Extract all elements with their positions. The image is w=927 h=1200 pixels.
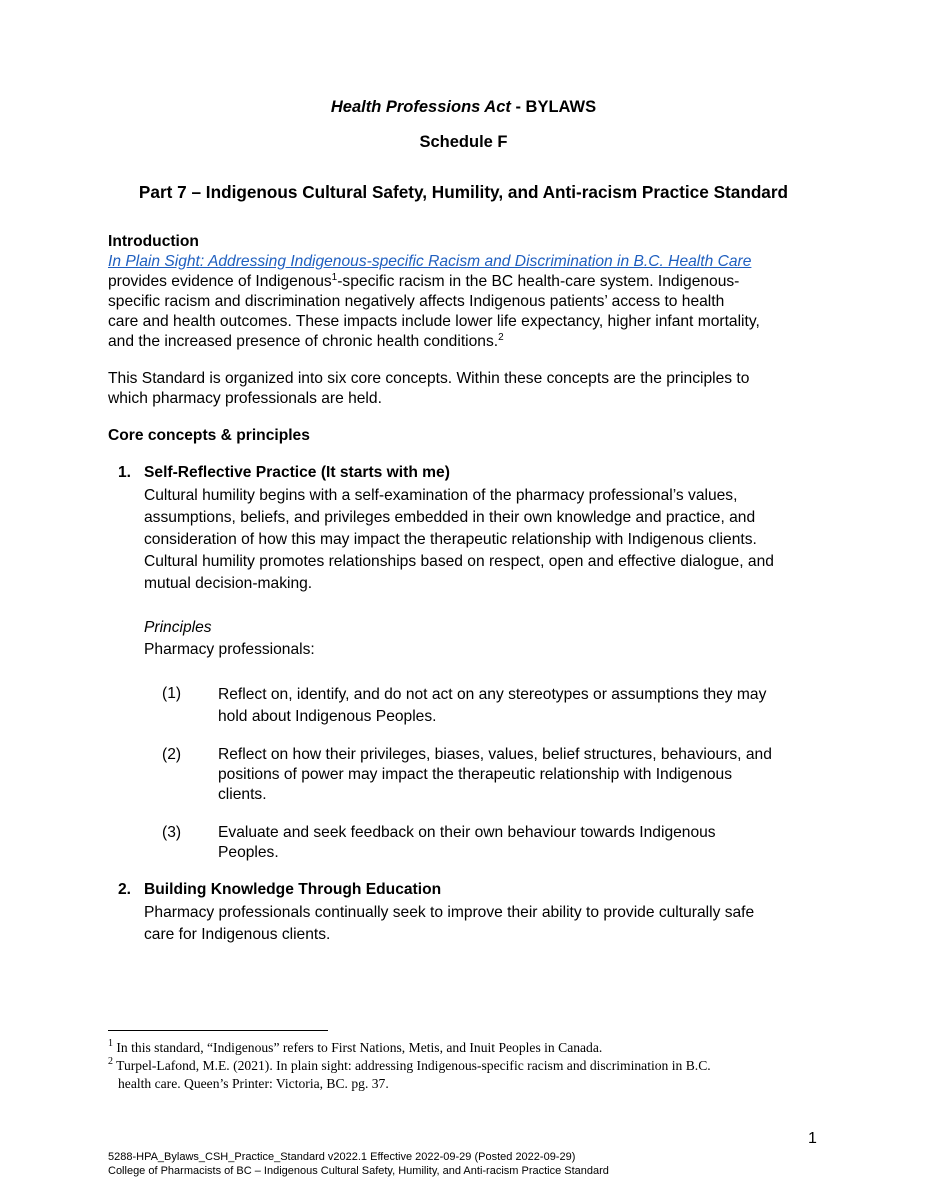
schedule-title: Schedule F (419, 133, 508, 151)
principle-text (218, 684, 828, 728)
item-number: 1. (118, 464, 132, 481)
item-number: 2. (118, 881, 132, 898)
footnote-number: 2 (108, 1056, 113, 1067)
principle-line: Reflect on how their privileges, biases, values, belief structures, behaviours, and (218, 746, 772, 763)
principle-number: (3) (162, 824, 182, 841)
intro-paragraph (108, 252, 828, 352)
intro-line: care and health outcomes. These impacts include lower life expectancy, higher infant mortality, (108, 313, 760, 330)
principle-line: positions of power may impact the therapeutic relationship with Indigenous (218, 766, 733, 783)
footnote-number: 1 (108, 1038, 113, 1049)
in-plain-sight-link[interactable]: In Plain Sight: Addressing Indigenous-specific Racism and Discrimination in B.C. Health Care (108, 253, 752, 270)
intro-line: provides evidence of Indigenous (108, 273, 332, 290)
part-title: Part 7 – Indigenous Cultural Safety, Humility, and Anti-racism Practice Standard (138, 182, 789, 202)
intro-line: specific racism and discrimination negatively affects Indigenous patients’ access to health (108, 293, 725, 310)
principle-line: Reflect on, identify, and do not act on any stereotypes or assumptions they may (218, 686, 767, 703)
paragraph-line: This Standard is organized into six core concepts. Within these concepts are the principles to (108, 370, 750, 387)
intro-paragraph-2 (108, 369, 828, 409)
principle-line: Evaluate and seek feedback on their own behaviour towards Indigenous (218, 824, 716, 841)
principle-line: hold about Indigenous Peoples. (218, 708, 437, 725)
description-line: Cultural humility begins with a self-examination of the pharmacy professional’s values, (144, 487, 738, 504)
description-line: Pharmacy professionals continually seek to improve their ability to provide culturally safe (144, 904, 755, 921)
description-line: mutual decision-making. (144, 575, 313, 592)
principle-number: (1) (162, 685, 182, 702)
item-title: Self-Reflective Practice (It starts with me) (144, 464, 450, 481)
footnote-text: health care. Queen’s Printer: Victoria, BC. pg. 37. (118, 1076, 389, 1091)
footnote-ref-2[interactable]: 2 (498, 332, 504, 343)
description-line: consideration of how this may impact the therapeutic relationship with Indigenous clients. (144, 531, 757, 548)
description-line: Cultural humility promotes relationships based on respect, open and effective dialogue, and (144, 553, 774, 570)
principle-line: Peoples. (218, 844, 279, 861)
intro-line: -specific racism in the BC health-care system. Indigenous- (337, 273, 740, 290)
footnote-separator (108, 1030, 328, 1031)
footnote-ref-1[interactable]: 1 (331, 272, 338, 283)
item-description (144, 485, 844, 595)
document-title (0, 98, 927, 117)
intro-line: and the increased presence of chronic health conditions. (108, 333, 499, 350)
footnote-text: In this standard, “Indigenous” refers to First Nations, Metis, and Inuit Peoples in Canada. (113, 1040, 603, 1055)
principles-intro: Pharmacy professionals: (144, 641, 315, 658)
title-suffix: - BYLAWS (510, 98, 597, 116)
item-title: Building Knowledge Through Education (144, 881, 442, 898)
principles-label: Principles (144, 619, 212, 636)
footer-document-id: 5288-HPA_Bylaws_CSH_Practice_Standard v2022.1 Effective 2022-09-29 (Posted 2022-09-29) (108, 1151, 576, 1163)
principle-text (218, 823, 828, 863)
item-description (144, 902, 844, 946)
page-footer (108, 1150, 828, 1178)
description-line: care for Indigenous clients. (144, 926, 331, 943)
principle-line: clients. (218, 786, 267, 803)
intro-heading: Introduction (108, 233, 199, 250)
description-line: assumptions, beliefs, and privileges embedded in their own knowledge and practice, and (144, 509, 756, 526)
paragraph-line: which pharmacy professionals are held. (108, 390, 382, 407)
principle-text (218, 745, 828, 805)
footnote-1 (108, 1039, 828, 1057)
footnote-text: Turpel-Lafond, M.E. (2021). In plain sight: addressing Indigenous-specific racism and discrimination in B.C. (113, 1058, 711, 1073)
page-number: 1 (808, 1130, 817, 1147)
footer-organization: College of Pharmacists of BC – Indigenous Cultural Safety, Humility, and Anti-racism Practice Standard (108, 1165, 609, 1177)
core-concepts-heading: Core concepts & principles (108, 427, 310, 444)
principle-number: (2) (162, 746, 182, 763)
act-name: Health Professions Act (330, 98, 511, 116)
footnote-2 (108, 1057, 828, 1093)
